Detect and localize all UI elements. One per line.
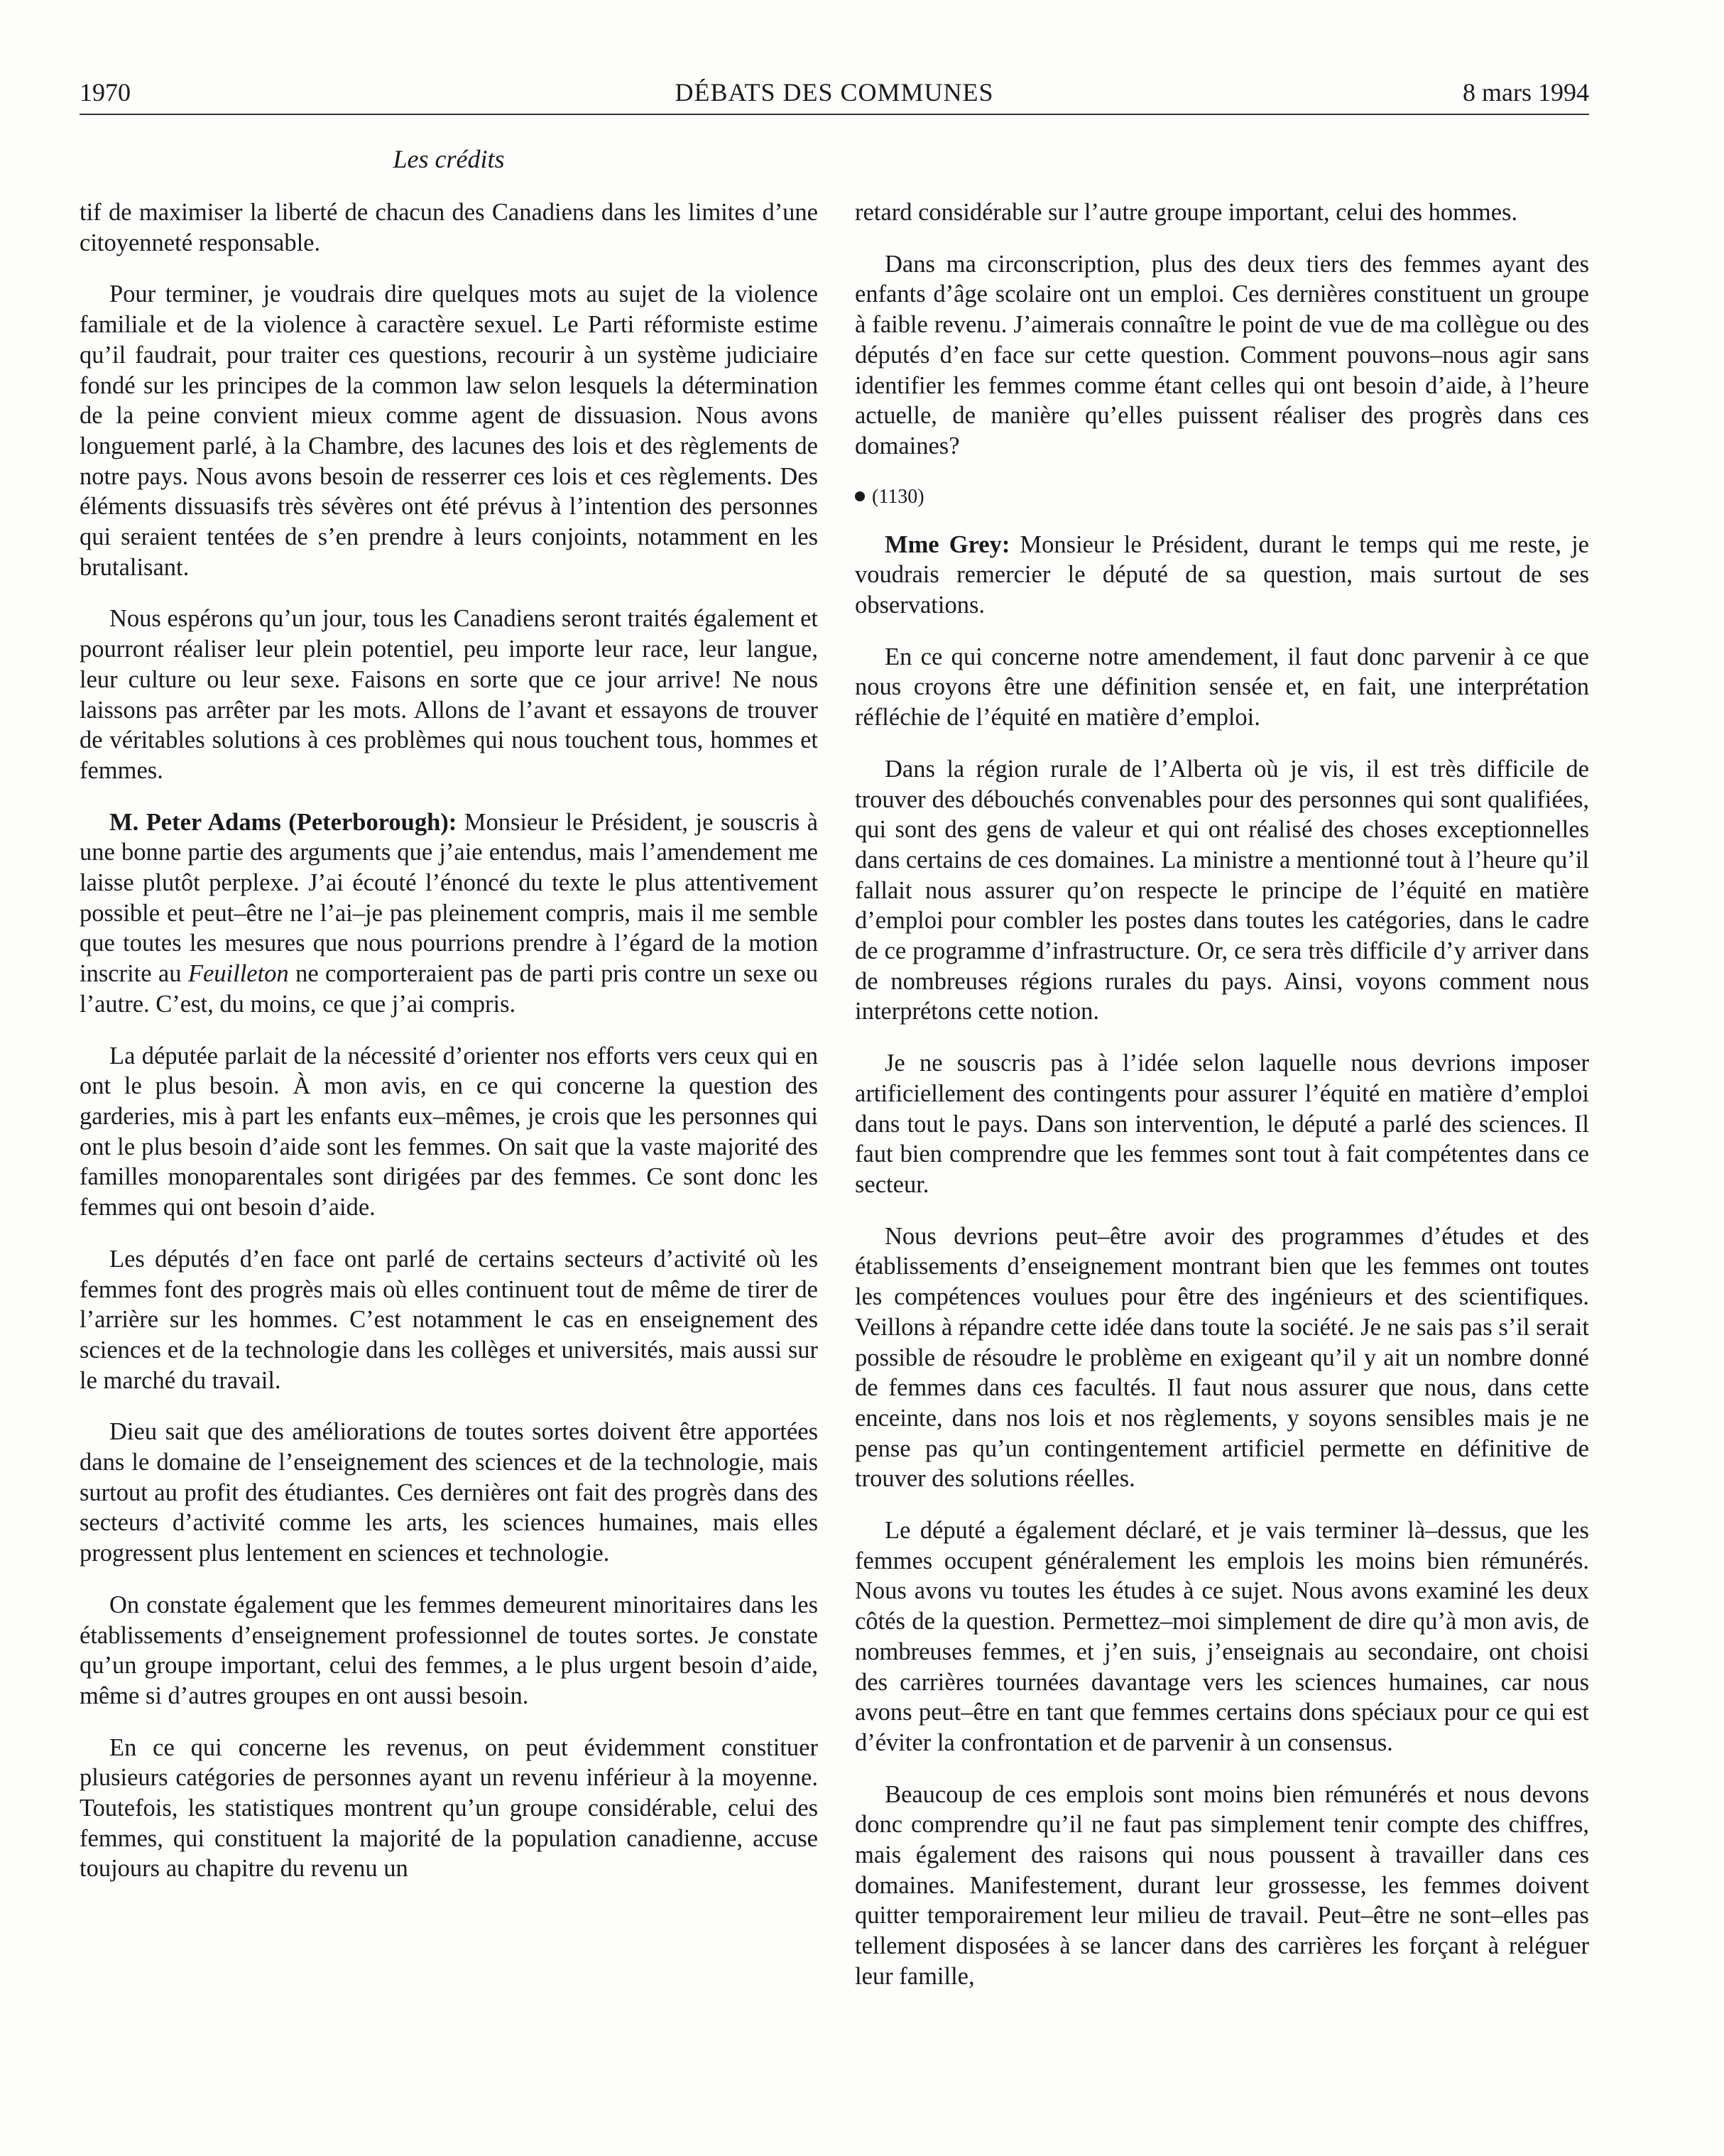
paragraph: tif de maximiser la liberté de chacun des Canadiens dans les limites d’une citoyenneté responsable. <box>80 199 818 256</box>
paragraph: Je ne souscris pas à l’idée selon laquelle nous devrions imposer artificiellement des contingents pour assurer l’équité en matière d’emploi dans tout le pays. Dans son intervention, le député a parlé des sciences. Il faut bien comprendre que les femmes sont tout à fait compétentes dans ce secteur. <box>855 1050 1589 1198</box>
time-marker <box>855 483 1589 511</box>
paragraph: On constate également que les femmes demeurent minoritaires dans les établissements d’enseignement professionnel de toutes sortes. Je constate qu’un groupe important, celui des femmes, a le plus urgent besoin d’aide, même si d’autres groupes en ont aussi besoin. <box>80 1591 818 1709</box>
publication-title: DÉBATS DES COMMUNES <box>675 78 994 107</box>
publication-date: 8 mars 1994 <box>1463 78 1589 107</box>
paragraph: Beaucoup de ces emplois sont moins bien rémunérés et nous devons donc comprendre qu’il ne faut pas simplement tenir compte des chiffres, mais également des raisons qui nous poussent à travailler dans ces domaines. Manifestement, durant leur grossesse, les femmes doivent quitter temporairement leur milieu de travail. Peut–être ne sont–elles pas tellement disposées à se lancer dans des carrières les forçant à reléguer leur famille, <box>855 1780 1589 1990</box>
speech-text: Monsieur le Président, je souscris à une bonne partie des arguments que j’aie entendus, mais l’amendement me laisse plutôt perplexe. J’ai écouté l’énoncé du texte le plus attentivement possible et peut–être ne l’ai–je pas pleinement compris, mais il me semble que toutes les mesures que nous pourrions prendre à l’égard de la motion inscrite au <box>80 808 818 988</box>
paragraph: Dieu sait que des améliorations de toutes sortes doivent être apportées dans le domaine de l’enseignement des sciences et de la technologie, mais surtout au profit des étudiantes. Ces dernières ont fait des progrès dans des secteurs d’activité comme les arts, les sciences humaines, mais elles progressent plus lentement en sciences et technologie. <box>80 1418 818 1567</box>
speech-paragraph <box>855 530 1589 621</box>
speech-text: ne comporteraient pas de parti pris contre un sexe ou l’autre. C’est, du moins, ce que j’ai compris. <box>80 960 818 1018</box>
italic-term: Feuilleton <box>187 960 289 988</box>
paragraph: En ce qui concerne notre amendement, il faut donc parvenir à ce que nous croyons être une définition sensée et, en fait, une interprétation réfléchie de l’équité en matière d’emploi. <box>855 643 1589 731</box>
header-rule <box>80 114 1589 115</box>
page-header <box>80 74 1589 111</box>
paragraph: Dans ma circonscription, plus des deux tiers des femmes ayant des enfants d’âge scolaire ont un emploi. Ces dernières constituent un groupe à faible revenu. J’aimerais connaître le point de vue de ma collègue ou des députés d’en face sur cette question. Comment pouvons–nous agir sans identifier les femmes comme étant celles qui ont besoin d’aide, à l’heure actuelle, de manière qu’elles puissent réaliser des progrès dans ces domaines? <box>855 250 1589 459</box>
speech-paragraph <box>80 807 818 1020</box>
paragraph: En ce qui concerne les revenus, on peut évidemment constituer plusieurs catégories de personnes ayant un revenu inférieur à la moyenne. Toutefois, les statistiques montrent qu’un groupe considérable, celui des femmes, qui constituent la majorité de la population canadienne, accuse toujours au chapitre du revenu un <box>80 1733 818 1883</box>
paragraph: Dans la région rurale de l’Alberta où je vis, il est très difficile de trouver des débouchés convenables pour des personnes qui sont qualifiées, qui sont des gens de valeur et qui ont réalisé des choses exceptionnelles dans certains de ces domaines. La ministre a mentionné tout à l’heure qu’il fallait nous assurer qu’on respecte le principe de l’équité en matière d’emploi pour combler les postes dans toutes les catégories, dans le cadre de ce programme d’infrastructure. Or, ce sera très difficile d’y arriver dans de nombreuses régions rurales du pays. Ainsi, voyons comment nous interprétons cette notion. <box>855 755 1589 1025</box>
right-column <box>855 197 1589 2013</box>
time-marker-text: (1130) <box>872 485 924 508</box>
paragraph: Nous devrions peut–être avoir des programmes d’études et des établissements d’enseignement montrant bien que les femmes ont toutes les compétences voulues pour être des ingénieurs et des scientifiques. Veillons à répandre cette idée dans toute la société. Je ne sais pas s’il serait possible de résoudre le problème en exigeant qu’il y ait un nombre donné de femmes dans ces facultés. Il faut nous assurer que nous, dans cette enceinte, dans nos lois et nos règlements, y soyons sensibles mais je ne pense pas qu’un contingentement artificiel permette en définitive de trouver des solutions réelles. <box>855 1222 1589 1493</box>
speaker-name: M. Peter Adams (Peterborough): <box>109 808 457 836</box>
paragraph: La députée parlait de la nécessité d’orienter nos efforts vers ceux qui en ont le plus besoin. À mon avis, en ce qui concerne la question des garderies, mis à part les enfants eux–mêmes, je crois que les personnes qui ont le plus besoin d’aide sont les femmes. On sait que la vaste majorité des familles monoparentales sont dirigées par des femmes. Ce sont donc les femmes qui ont besoin d’aide. <box>80 1042 818 1221</box>
left-column <box>80 197 818 1905</box>
bullet-icon <box>855 491 865 501</box>
paragraph: Nous espérons qu’un jour, tous les Canadiens seront traités également et pourront réaliser leur plein potentiel, peu importe leur race, leur langue, leur culture ou leur sexe. Faisons en sorte que ce jour arrive! Ne nous laissons pas arrêter par les mots. Allons de l’avant et essayons de trouver de véritables solutions à ces problèmes qui nous touchent tous, hommes et femmes. <box>80 605 818 784</box>
paragraph: Pour terminer, je voudrais dire quelques mots au sujet de la violence familiale et de la violence à caractère sexuel. Le Parti réformiste estime qu’il faudrait, pour traiter ces questions, recourir à un système judiciaire fondé sur les principes de la common law selon lesquels la détermination de la peine convient mieux comme agent de dissuasion. Nous avons longuement parlé, à la Chambre, des lacunes des lois et des règlements de notre pays. Nous avons besoin de resserrer ces lois et ces règlements. Des éléments dissuasifs très sévères ont été prévus à l’intention des personnes qui seraient tentées de s’en prendre à leurs conjoints, notamment en les brutalisant. <box>80 281 818 581</box>
speaker-name: Mme Grey: <box>885 530 1010 558</box>
paragraph: Le député a également déclaré, et je vais terminer là–dessus, que les femmes occupent généralement les emplois les moins bien rémunérés. Nous avons vu toutes les études à ce sujet. Nous avons examiné les deux côtés de la question. Permettez–moi simplement de dire qu’à mon avis, de nombreuses femmes, et j’en suis, j’enseignais au secondaire, ont choisi des carrières tournées davantage vers les sciences humaines, car nous avons peut–être en tant que femmes certains dons spéciaux pour ce qui est d’éviter la confrontation et de parvenir à un consensus. <box>855 1517 1589 1756</box>
paragraph: Les députés d’en face ont parlé de certains secteurs d’activité où les femmes font des progrès mais où elles continuent tout de même de tirer de l’arrière sur les hommes. C’est notamment le cas en enseignement des sciences et de la technologie dans les collèges et universités, mais aussi sur le marché du travail. <box>80 1245 818 1394</box>
page-number: 1970 <box>80 78 131 107</box>
section-title: Les crédits <box>393 145 505 173</box>
speech-text: Monsieur le Président, durant le temps qui me reste, je voudrais remercier le député de sa question, mais surtout de ses observations. <box>855 530 1589 619</box>
paragraph: retard considérable sur l’autre groupe important, celui des hommes. <box>855 199 1518 226</box>
